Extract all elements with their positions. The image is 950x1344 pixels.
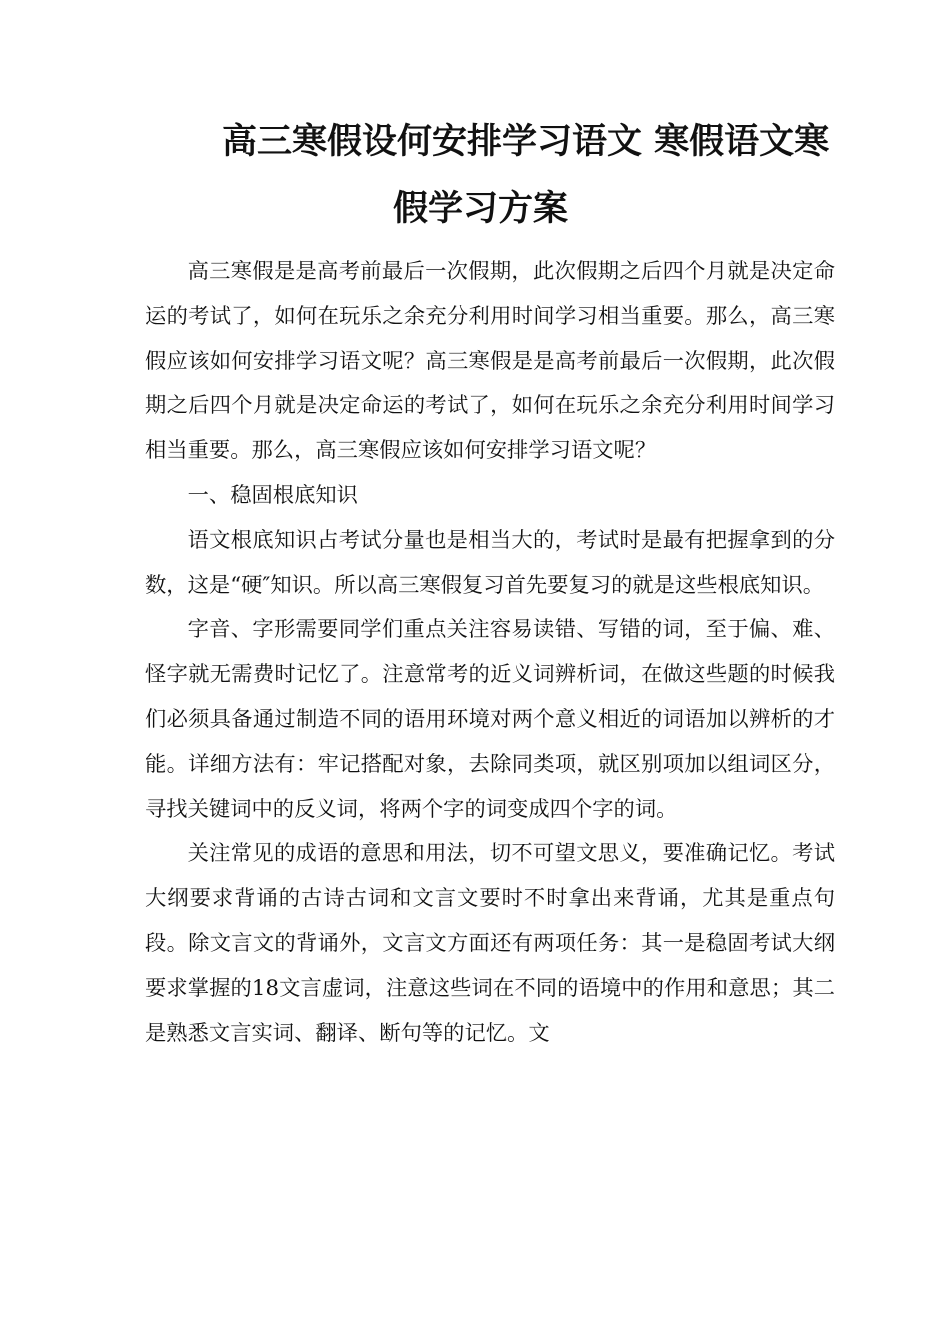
body-paragraph: 语文根底知识占考试分量也是相当大的，考试时是最有把握拿到的分数，这是“硬″知识。所以高三寒假复习首先要复习的就是这些根底知识。 [145, 527, 835, 598]
intro-paragraph: 高三寒假是是高考前最后一次假期，此次假期之后四个月就是决定命运的考试了，如何在玩乐之余充分利用时间学习相当重要。那么，高三寒假应该如何安排学习语文呢？高三寒假是是高考前最后一次假期，此次假期之后四个月就是决定命运的考试了，如何在玩乐之余充分利用时间学习相当重要。那么，高三寒假应该如何安排学习语文呢？ [145, 259, 835, 464]
body-paragraph: 关注常见的成语的意思和用法，切不可望文思义，要准确记忆。考试大纲要求背诵的古诗古词和文言文要时不时拿出来背诵，尤其是重点句段。除文言文的背诵外，文言文方面还有两项任务：其一是稳固考试大纲要求掌握的18文言虚词，注意这些词在不同的语境中的作用和意思；其二是熟悉文言实词、翻译、断句等的记忆。文 [145, 841, 835, 1046]
document-title-line-1: 高三寒假设何安排学习语文 寒假语文寒 [222, 121, 830, 162]
document-title-line-2: 假学习方案 [393, 188, 569, 229]
document-body [145, 250, 835, 1056]
section-heading: 一、稳固根底知识 [187, 482, 358, 508]
body-paragraph: 字音、字形需要同学们重点关注容易读错、写错的词，至于偏、难、怪字就无需费时记忆了。注意常考的近义词辨析词，在做这些题的时候我们必须具备通过制造不同的语用环境对两个意义相近的词语加以辨析的才能。详细方法有：牢记搭配对象，去除同类项，就区别项加以组词区分，寻找关键词中的反义词，将两个字的词变成四个字的词。 [145, 617, 835, 822]
